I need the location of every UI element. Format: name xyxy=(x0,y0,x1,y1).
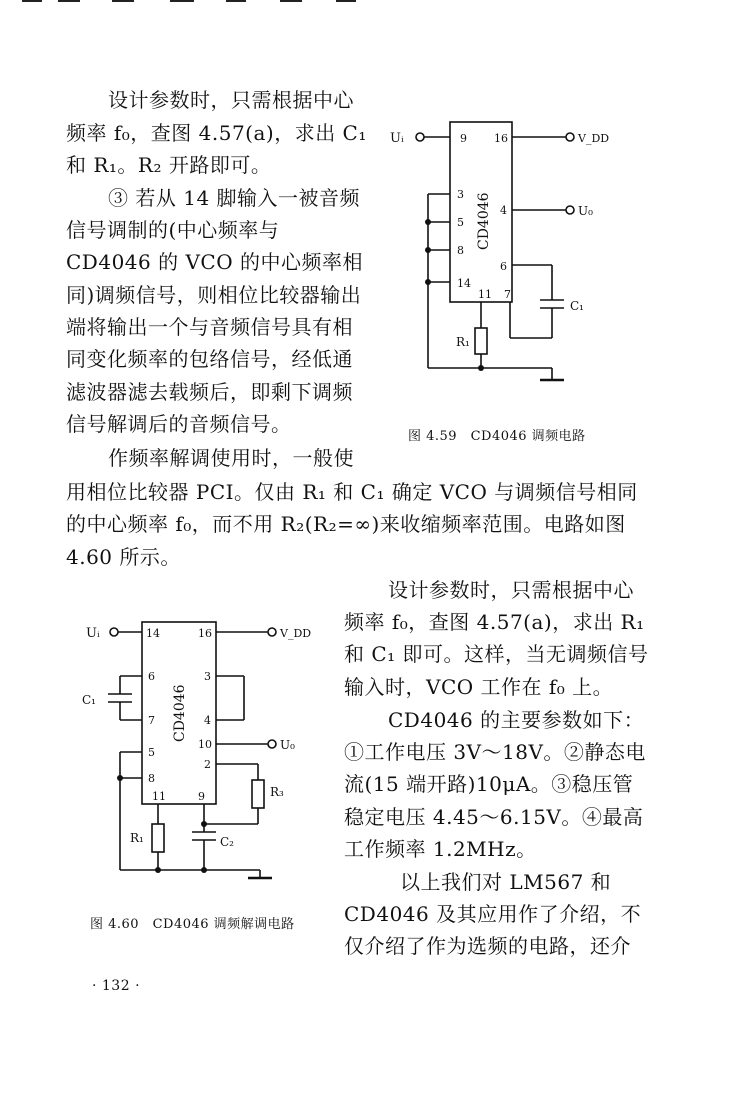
label-r1: R₁ xyxy=(456,335,470,349)
chip-label: CD4046 xyxy=(172,684,188,742)
paragraph-line: 频率 f₀，查图 4.57(a)，求出 C₁ xyxy=(66,121,367,145)
scan-mark xyxy=(280,0,302,2)
figure-4-59-circuit xyxy=(380,110,630,400)
pin-label: 2 xyxy=(204,758,211,771)
pin-label: 16 xyxy=(198,627,212,640)
paragraph-line: 端将输出一个与音频信号具有相 xyxy=(66,315,353,339)
label-r1: R₁ xyxy=(130,831,144,845)
pin-label: 3 xyxy=(457,188,464,201)
pin-label: 11 xyxy=(478,288,492,301)
vdd-terminal xyxy=(566,133,574,141)
label-c1: C₁ xyxy=(570,299,584,313)
paragraph-line: 频率 f₀，查图 4.57(a)，求出 R₁ xyxy=(344,610,645,634)
paragraph-line: CD4046 及其应用作了介绍，不 xyxy=(344,902,642,926)
pin-label: 7 xyxy=(504,288,511,301)
input-terminal xyxy=(416,133,424,141)
label-c1: C₁ xyxy=(82,693,96,707)
figure-caption: 图 4.59 CD4046 调频电路 xyxy=(408,429,586,444)
page-number: · 132 · xyxy=(92,978,141,994)
paragraph-line: 输入时，VCO 工作在 f₀ 上。 xyxy=(344,675,614,699)
paragraph-line: 同)调频信号，则相位比较器输出 xyxy=(66,283,362,307)
output-terminal xyxy=(268,740,276,748)
output-terminal xyxy=(566,206,574,214)
pin-label: 5 xyxy=(457,216,464,229)
paragraph-line: 滤波器滤去载频后，即剩下调频 xyxy=(66,380,353,404)
paragraph-line: 仅介绍了作为选频的电路，还介 xyxy=(344,934,631,958)
pin-label: 14 xyxy=(457,277,471,290)
figure-caption: 图 4.60 CD4046 调频解调电路 xyxy=(90,917,295,932)
label-ui: Uᵢ xyxy=(86,626,100,641)
pin-label: 6 xyxy=(500,260,507,273)
paragraph-line: 作频率解调使用时，一般使 xyxy=(108,446,354,470)
pin-label: 10 xyxy=(198,738,212,751)
input-terminal xyxy=(110,628,118,636)
label-vdd: V_DD xyxy=(578,132,610,145)
resistor-r1 xyxy=(475,328,487,354)
paragraph-line: 用相位比较器 PCⅠ。仅由 R₁ 和 C₁ 确定 VCO 与调频信号相同 xyxy=(66,480,638,504)
scan-mark xyxy=(22,0,42,2)
paragraph-line: 信号调制的(中心频率与 xyxy=(66,218,280,242)
pin-label: 8 xyxy=(457,244,464,257)
pin-label: 9 xyxy=(198,790,205,803)
label-r3: R₃ xyxy=(270,785,284,799)
paragraph-line: 和 R₁。R₂ 开路即可。 xyxy=(66,153,272,177)
pin-label: 7 xyxy=(148,714,155,727)
paragraph-line: 设计参数时，只需根据中心 xyxy=(108,88,354,112)
pin-label: 4 xyxy=(500,204,507,217)
label-ui: Uᵢ xyxy=(390,131,404,146)
paragraph-line: 设计参数时，只需根据中心 xyxy=(388,578,634,602)
scan-mark xyxy=(170,0,194,2)
pin-label: 11 xyxy=(152,790,166,803)
pin-label: 6 xyxy=(148,670,155,683)
pin-label: 5 xyxy=(148,746,155,759)
paragraph-line: 工作频率 1.2MHz。 xyxy=(344,837,537,861)
paragraph-line: CD4046 的主要参数如下： xyxy=(388,708,645,732)
paragraph-line: 以上我们对 LM567 和 xyxy=(400,870,612,894)
paragraph-line: CD4046 的 VCO 的中心频率相 xyxy=(66,250,363,274)
paragraph-line: 4.60 所示。 xyxy=(66,545,181,569)
resistor-r1 xyxy=(152,824,164,852)
chip-label: CD4046 xyxy=(476,192,492,250)
resistor-r3 xyxy=(252,780,264,808)
paragraph-line: ①工作电压 3V～18V。②静态电 xyxy=(344,740,646,764)
scan-mark xyxy=(336,0,356,2)
label-u0: U₀ xyxy=(578,204,593,218)
scan-mark xyxy=(112,0,134,2)
paragraph-line: 信号解调后的音频信号。 xyxy=(66,412,292,436)
pin-label: 8 xyxy=(148,772,155,785)
figure-4-60-circuit xyxy=(80,612,330,902)
paragraph-line: 稳定电压 4.45～6.15V。④最高 xyxy=(344,805,644,829)
paragraph-line: ③ 若从 14 脚输入一被音频 xyxy=(108,186,361,210)
pin-label: 3 xyxy=(204,670,211,683)
paragraph-line: 和 C₁ 即可。这样，当无调频信号 xyxy=(344,642,649,666)
paragraph-line: 同变化频率的包络信号，经低通 xyxy=(66,347,353,371)
pin-label: 9 xyxy=(460,132,467,145)
pin-label: 16 xyxy=(494,132,508,145)
pin-label: 14 xyxy=(146,627,160,640)
vdd-terminal xyxy=(268,628,276,636)
label-vdd: V_DD xyxy=(280,627,312,640)
paragraph-line: 的中心频率 f₀，而不用 R₂(R₂=∞)来收缩频率范围。电路如图 xyxy=(66,512,626,536)
label-u0: U₀ xyxy=(280,738,295,752)
label-c2: C₂ xyxy=(220,835,234,849)
paragraph-line: 流(15 端开路)10μA。③稳压管 xyxy=(344,772,634,796)
scan-mark xyxy=(226,0,246,2)
scan-mark xyxy=(58,0,80,2)
pin-label: 4 xyxy=(204,714,211,727)
